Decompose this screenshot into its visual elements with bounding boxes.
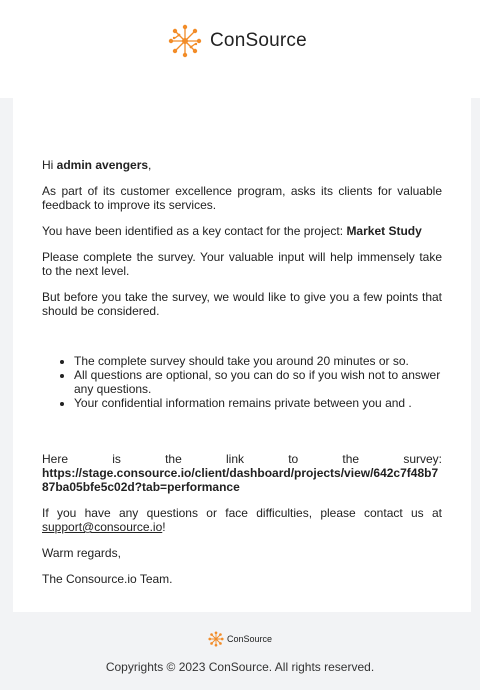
email-body: [42, 158, 442, 598]
footer-logo: [208, 631, 272, 647]
recipient-name: admin avengers: [56, 158, 149, 172]
list-item: • All questions are optional, so you can do so if you wish not to answer any questions.: [74, 368, 442, 396]
brand-name: ConSource: [210, 30, 307, 51]
list-item: • The complete survey should take you around 20 minutes or so.: [74, 354, 442, 368]
copyright-text: Copyrights © 2023 ConSource. All rights reserved.: [105, 660, 375, 674]
signature: The Consource.io Team.: [42, 572, 173, 586]
header-logo: [167, 23, 307, 59]
project-prefix: You have been identified as a key contact for the project:: [42, 224, 347, 238]
survey-link[interactable]: https://stage.consource.io/client/dashboard/projects/view/642c7f48b787ba05bfe5c02d?tab=performance: [42, 466, 439, 494]
greeting: [42, 158, 442, 172]
greeting-prefix: Hi: [42, 158, 57, 172]
link-intro: Here is the link to the survey:: [42, 452, 442, 466]
greeting-suffix: ,: [148, 158, 152, 172]
contact-prefix: If you have any questions or face difficulties, please contact us at: [42, 506, 442, 520]
support-email-link[interactable]: support@consource.io: [42, 520, 163, 534]
consource-logo-icon: [208, 631, 224, 647]
signoff: Warm regards,: [42, 546, 121, 560]
email-header: [0, 0, 480, 98]
points-list: [42, 354, 442, 410]
contact-suffix: !: [162, 520, 166, 534]
project-paragraph: [42, 224, 442, 238]
project-name: Market Study: [346, 224, 422, 238]
contact-paragraph: [42, 506, 442, 534]
intro-paragraph: As part of its customer excellence program, asks its clients for valuable feedback to improve its services.: [42, 184, 442, 212]
footer-brand-name: ConSource: [227, 634, 273, 644]
list-item: • Your confidential information remains private between you and .: [74, 396, 442, 410]
survey-request-paragraph: Please complete the survey. Your valuable input will help immensely take to the next level.: [42, 250, 442, 278]
points-intro-paragraph: But before you take the survey, we would like to give you a few points that should be considered.: [42, 290, 442, 318]
consource-logo-icon: [167, 23, 203, 59]
